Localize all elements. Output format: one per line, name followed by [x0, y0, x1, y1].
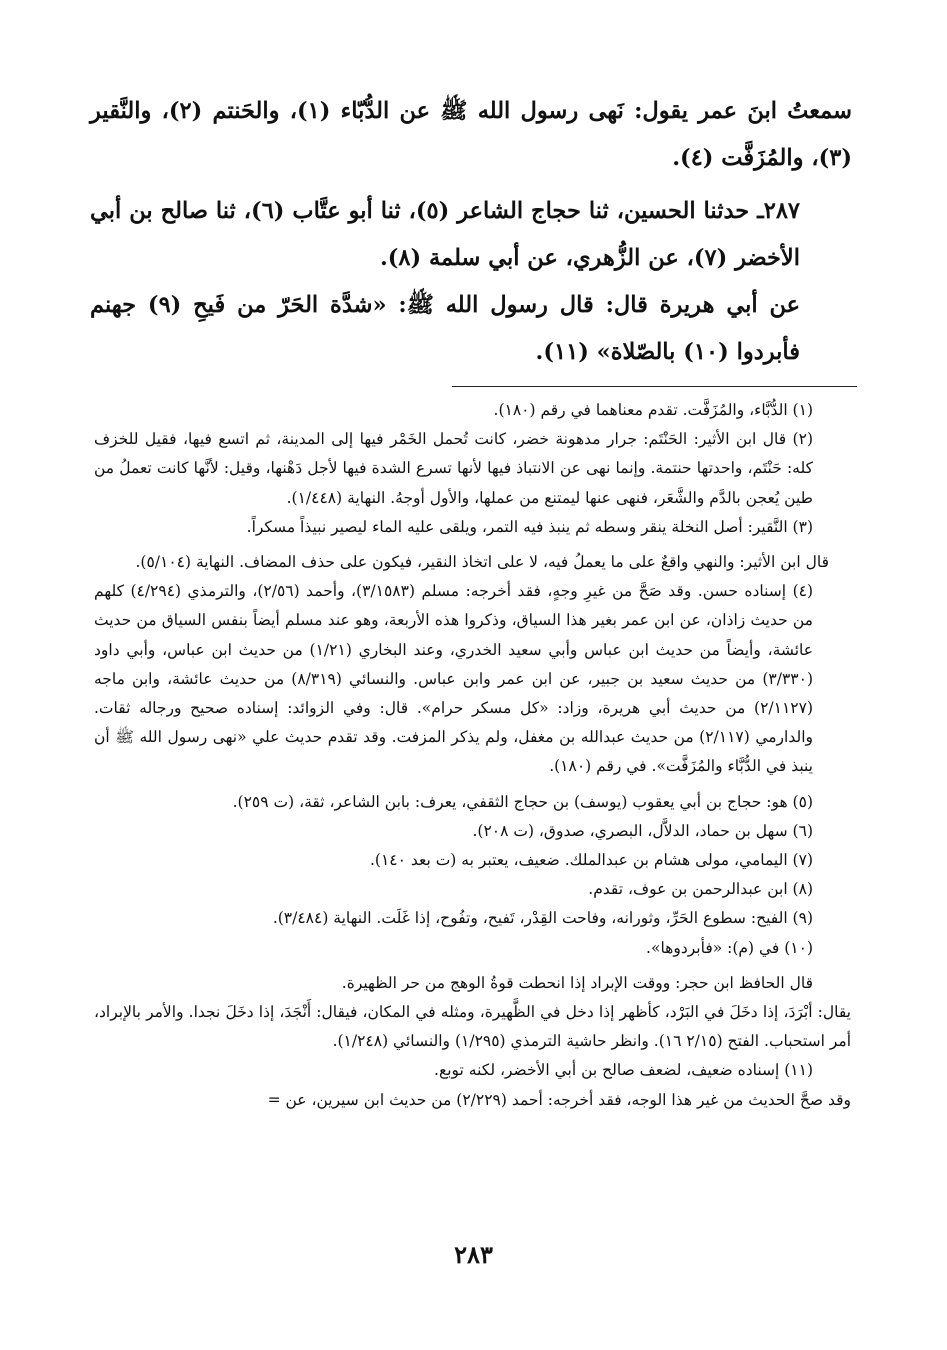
footnote-3-continuation: قال ابن الأثير: والنهي واقعٌ على ما يعملُ فيه، لا على اتخاذ النقير، فيكون على حذف المضاف. النهاية (٥/١٠٤). — [135, 553, 829, 572]
footnote-5: (٥) هو: حجاج بن أبي يعقوب (يوسف) بن حجاج الثقفي، يعرف: بابن الشاعر، ثقة، (ت ٢٥٩). — [232, 792, 813, 811]
hadith-287-isnad: ٢٨٧ـ حدثنا الحسين، ثنا حجاج الشاعر (٥)، ثنا أبو عتَّاب (٦)، ثنا صالح بن أبي الأخضر (٧)، عن الزُّهري، عن أبي سلمة (٨). — [90, 198, 800, 271]
footnote-1: (١) الدُّبَّاء، والمُزَفَّت. تقدم معناهما في رقم (١٨٠). — [493, 401, 813, 419]
footnote-3: (٣) النَّقير: أصل النخلة ينقر وسطه ثم ينبذ فيه التمر، ويلقى عليه الماء ليصير نبيذاً مسكراً. — [246, 517, 813, 536]
page-number: ٢٨٣ — [454, 1240, 493, 1269]
footnote-6: (٦) سهل بن حماد، الدلاَّل، البصري، صدوق، (ت ٢٠٨). — [472, 821, 813, 840]
hadith-287-matn: عن أبي هريرة قال: قال رسول الله ﷺ: «شدَّة الحَرّ من فَيحِ (٩) جهنم فأبردوا (١٠) بالصّلاة» (١١). — [90, 292, 800, 365]
footnote-9: (٩) الفيح: سطوع الحَرِّ، وثورانه، وفاحت القِدْر، تَفيح، وتفُوح، إذا غَلَت. النهاية (٣/٤٨٤). — [272, 909, 813, 928]
footnote-7: (٧) اليمامي، مولى هشام بن عبدالملك. ضعيف، يعتبر به (ت بعد ١٤٠). — [369, 851, 813, 870]
footnote-10-continuation: يقال: أبْرَدَ، إذا دخَلَ في البَرْد، كأظهر إذا دخل في الظَّهيرة، ومثله في المكان، فيقال: أَنْجَدَ، إذا دخَلَ نجدا. والأمر بالإبراد، أمر استحباب. الفتح (٢/١٥ ١٦). وانظر حاشية الترمذي (١/٢٩٥) والنسائي (١/٢٤٨). — [94, 1003, 851, 1051]
hadith-286-ending: سمعتُ ابنَ عمر يقول: نَهى رسول الله ﷺ عن الدُّبّاء (١)، والحَنتم (٢)، والنَّقير (٣)، والمُزَفَّت (٤). — [90, 98, 852, 171]
footnote-separator — [452, 386, 857, 387]
footnote-2: (٢) قال ابن الأثير: الحَنْتَم: جرار مدهونة خضر، كانت تُحمل الخَمْر فيها إلى المدينة، ثم اتسع فيها، فقيل للخزف كله: حَنْتَم، واحدتها حنتمة. وإنما نهى عن الانتباذ فيها لأنها تسرع الشدة فيها لأجل دَهْنها، وقيل: لأنَّها كانت تعملُ من طين يُعجن بالدَّم والشَّعَر، فنهى عنها ليمتنع من عملها، والأول أوجهُ. النهاية (١/٤٤٨). — [94, 430, 813, 507]
main-text — [90, 88, 852, 376]
footnote-11-continuation: وقد صحَّ الحديث من غير هذا الوجه، فقد أخرجه: أحمد (٢/٢٢٩) من حديث ابن سيرين، عن = — [267, 1090, 851, 1109]
footnote-11: (١١) إسناده ضعيف، لضعف صالح بن أبي الأخضر، لكنه توبع. — [434, 1061, 813, 1080]
footnote-10-ibn-hajar: قال الحافظ ابن حجر: ووقت الإبراد إذا انحطت قوةُ الوهج من حر الظهيرة. — [341, 973, 813, 992]
footnote-8: (٨) ابن عبدالرحمن بن عوف، تقدم. — [588, 880, 813, 899]
footnotes — [94, 396, 851, 1115]
footnote-4: (٤) إسناده حسن. وقد صَحَّ من غيرِ وجهٍ، فقد أخرجه: مسلم (٣/١٥٨٣)، وأحمد (٢/٥٦)، والترمذي (٤/٢٩٤) كلهم من حديث زاذان، عن ابن عمر بغير هذا السياق، وذكروا هذه الأربعة، وهو عند مسلم أيضاً بنفس السياق من حديث عائشة، وأيضاً من حديث ابن عباس وأبي سعيد الخدري، وعند البخاري (١/٢١) من حديث ابن عباس، وأبي داود (٣/٣٣٠) من حديث سعيد بن جبير، عن ابن عمر وابن عباس. والنسائي (٨/٣١٩) من حديث عائشة، وابن ماجه (٢/١١٢٧) من حديث أبي هريرة، وزاد: «كل مسكر حرام». قال: وفي الزوائد: إسناده صحيح ورجاله ثقات. والدارمي (٢/١١٧) من حديث عبدالله بن مغفل، ولم يذكر المزفت. وقد تقدم حديث علي «نهى رسول الله ﷺ أن ينبذ في الدُّبَّاء والمُزَفَّت». في رقم (١٨٠). — [94, 582, 814, 776]
footnote-10: (١٠) في (م): «فأبردوها». — [646, 938, 813, 957]
